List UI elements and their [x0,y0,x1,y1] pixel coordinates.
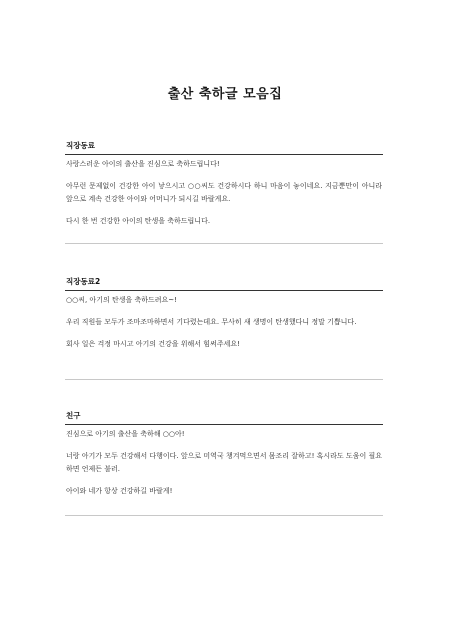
section-coworker [65,140,383,228]
section-end-divider [65,379,383,380]
message-paragraph: 아이와 네가 항상 건강하길 바랄게! [66,487,173,495]
section-label: 친구 [66,411,81,420]
section-coworker-2 [65,276,383,351]
message-paragraph: ○○씨, 아기의 탄생을 축하드려요~! [66,296,177,304]
section-label: 직장동료 [66,141,95,150]
message-paragraph: 아무런 문제없이 건강한 아이 낳으시고 ○○씨도 건강하시다 하니 마음이 놓이네요. 지금뿐만이 아니라 앞으로 계속 건강한 아이와 어머니가 되시길 바랄게요. [66,182,382,203]
section-end-divider [65,243,383,244]
section-divider [65,154,383,155]
section-end-divider [65,515,383,516]
message-paragraph: 너랑 아기가 모두 건강해서 다행이다. 앞으로 미역국 챙겨먹으면서 몸조리 잘하고! 혹시라도 도움이 필요하면 언제든 불러. [66,452,382,473]
message-paragraph: 회사 일은 걱정 마시고 아기의 건강을 위해서 힘써주세요! [66,340,240,348]
document-title: 출산 축하글 모음집 [167,87,283,102]
section-divider [65,424,383,425]
message-paragraph: 다시 한 번 건강한 아이의 탄생을 축하드립니다. [66,217,211,225]
section-label: 직장동료2 [66,277,101,286]
message-paragraph: 진심으로 아기의 출산을 축하해 ○○아! [66,430,185,438]
section-divider [65,290,383,291]
section-friend [65,410,383,498]
message-paragraph: 우리 직원들 모두가 조마조마하면서 기다렸는데요. 무사히 새 생명이 탄생했다니 정말 기쁩니다. [66,318,357,326]
message-paragraph: 사랑스러운 아이의 출산을 진심으로 축하드립니다! [66,160,220,168]
